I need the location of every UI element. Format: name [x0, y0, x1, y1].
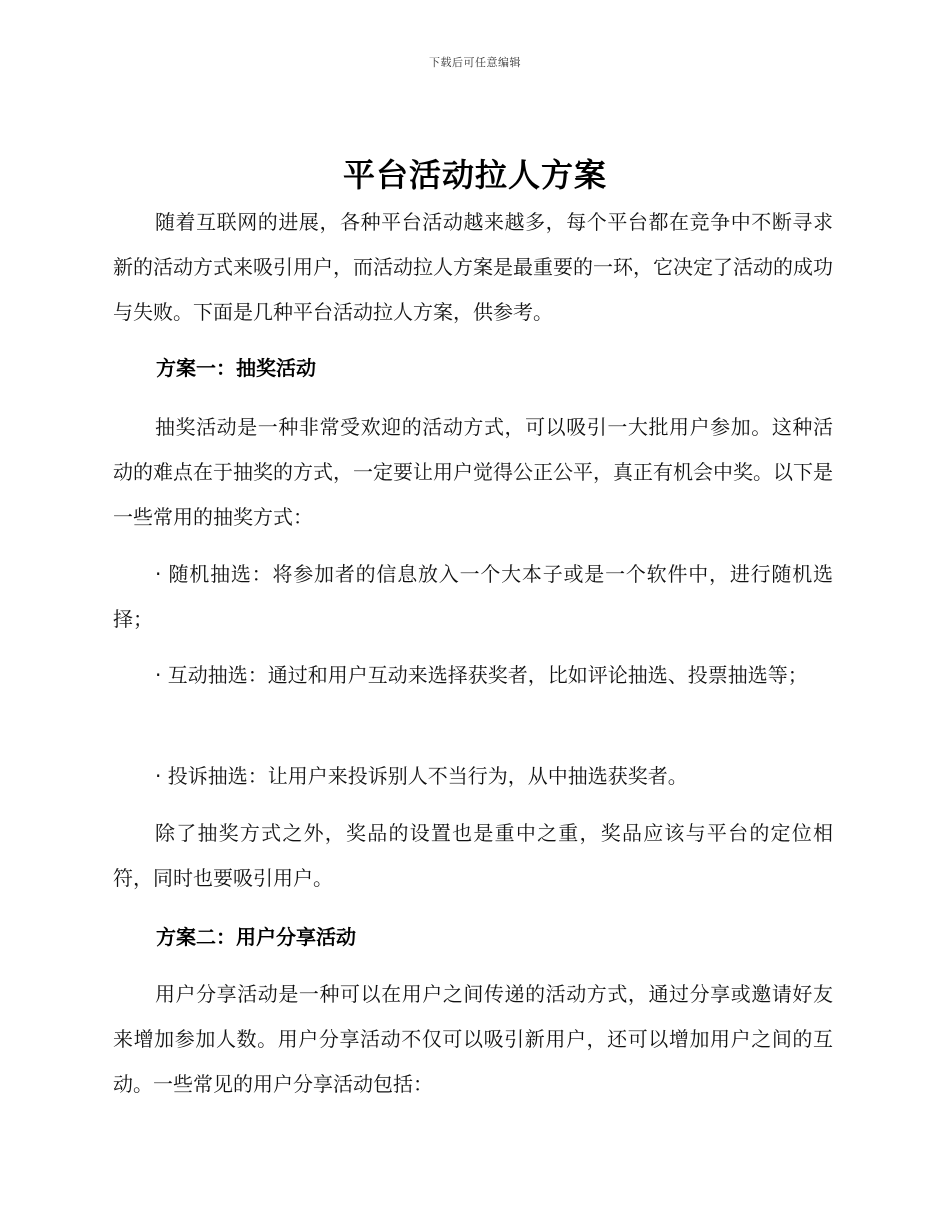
- bullet-item-complaint: · 投诉抽选：让用户来投诉别人不当行为，从中抽选获奖者。: [155, 764, 688, 788]
- section-heading-lottery: 方案一：抽奖活动: [156, 356, 316, 380]
- header-note: 下载后可任意编辑: [429, 56, 521, 69]
- bullet-item-interactive: · 互动抽选：通过和用户互动来选择获奖者，比如评论抽选、投票抽选等；: [155, 663, 808, 687]
- sharing-paragraph: 用户分享活动是一种可以在用户之间传递的活动方式，通过分享或邀请好友来增加参加人数。用户分享活动不仅可以吸引新用户，还可以增加用户之间的互动。一些常见的用户分享活动包括：: [113, 982, 833, 1096]
- intro-paragraph: 随着互联网的进展，各种平台活动越来越多，每个平台都在竞争中不断寻求新的活动方式来吸引用户，而活动拉人方案是最重要的一环，它决定了活动的成功与失败。下面是几种平台活动拉人方案，供参考。: [113, 210, 833, 324]
- section-heading-sharing: 方案二：用户分享活动: [156, 925, 356, 949]
- bullet-item-random: · 随机抽选：将参加者的信息放入一个大本子或是一个软件中，进行随机选择；: [113, 562, 833, 631]
- lottery-paragraph: 抽奖活动是一种非常受欢迎的活动方式，可以吸引一大批用户参加。这种活动的难点在于抽奖的方式，一定要让用户觉得公正公平，真正有机会中奖。以下是一些常用的抽奖方式：: [113, 415, 833, 529]
- page-title: 平台活动拉人方案: [342, 156, 607, 194]
- prize-paragraph: 除了抽奖方式之外，奖品的设置也是重中之重，奖品应该与平台的定位相符，同时也要吸引用户。: [113, 821, 833, 890]
